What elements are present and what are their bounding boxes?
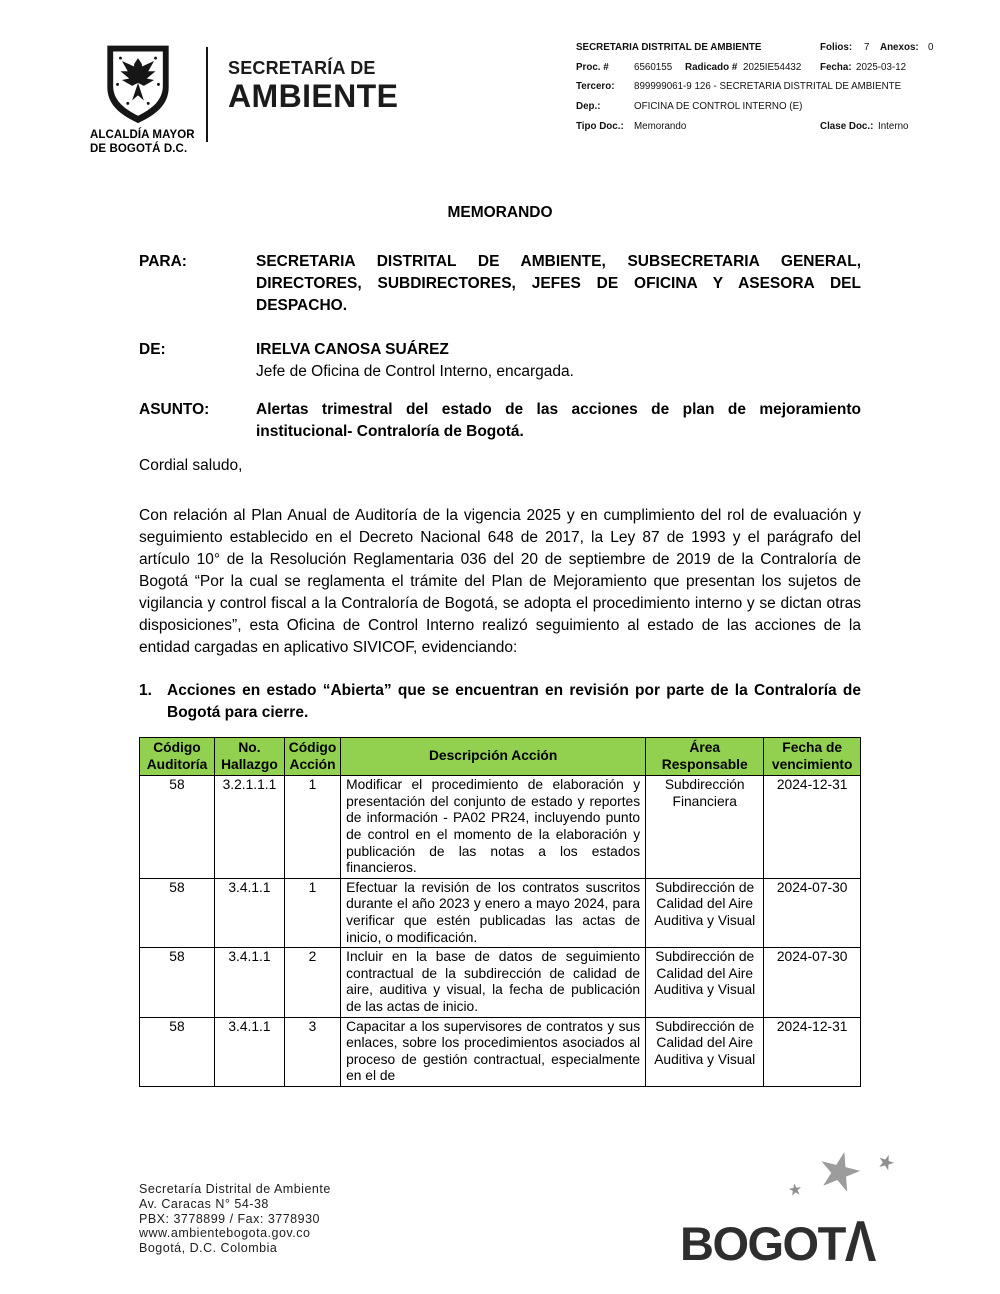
star-icon-small: ★ <box>786 1181 804 1200</box>
cell-fecha: 2024-12-31 <box>764 1017 861 1086</box>
field-de <box>139 339 861 383</box>
meta-row-tercero <box>576 81 990 101</box>
cell-codigo-accion: 1 <box>284 878 340 947</box>
meta-entity: SECRETARIA DISTRITAL DE AMBIENTE <box>576 42 762 53</box>
meta-tercero-label: Tercero: <box>576 81 615 93</box>
meta-row-tipo <box>576 121 990 141</box>
cell-fecha: 2024-07-30 <box>764 948 861 1017</box>
header-divider <box>206 47 208 142</box>
cell-area: Subdirección Financiera <box>646 776 764 879</box>
para-label: PARA: <box>139 253 187 270</box>
header-logo <box>90 42 195 156</box>
meta-tercero-value: 899999061-9 126 - SECRETARIA DISTRITAL DE AMBIENTE <box>634 81 902 93</box>
meta-fecha-value: 2025-03-12 <box>856 61 907 73</box>
meta-dep-label: Dep.: <box>576 101 601 113</box>
entity-wordmark-line1: SECRETARÍA DE <box>228 58 376 78</box>
star-icon-small: ★ <box>873 1149 899 1177</box>
cell-fecha: 2024-12-31 <box>764 776 861 879</box>
table-row <box>140 878 861 947</box>
cell-fecha: 2024-07-30 <box>764 878 861 947</box>
footer-address-line: Bogotá, D.C. Colombia <box>139 1241 278 1256</box>
col-header-fecha: Fecha de vencimiento <box>764 738 861 776</box>
meta-proc-label: Proc. # <box>576 61 609 73</box>
cell-area: Subdirección de Calidad del Aire Auditiva y Visual <box>646 878 764 947</box>
memo-content <box>139 202 861 1087</box>
asunto-label: ASUNTO: <box>139 401 210 418</box>
meta-radicado-label: Radicado # <box>685 61 738 73</box>
table-row <box>140 948 861 1017</box>
cell-no-hallazgo: 3.4.1.1 <box>214 948 284 1017</box>
actions-table <box>139 737 861 1087</box>
cell-codigo-auditoria: 58 <box>140 878 215 947</box>
meta-row-entity <box>576 42 990 62</box>
field-asunto <box>139 399 861 443</box>
col-header-codigo-auditoria: Código Auditoría <box>140 738 215 776</box>
meta-clasedoc-label: Clase Doc.: <box>820 120 874 132</box>
col-header-area: Área Responsable <box>646 738 764 776</box>
cell-descripcion: Modificar el procedimiento de elaboración y presentación del conjunto de estado y reportes de información - PA02 PR24, incluyendo punto de control en el momento de la elaboración y publicación de las notas a los estados financieros. <box>341 776 646 879</box>
meta-tipodoc-value: Memorando <box>634 120 687 132</box>
entity-wordmark <box>228 57 398 113</box>
table-row <box>140 776 861 879</box>
memo-title: MEMORANDO <box>447 204 553 221</box>
meta-folios-label: Folios: <box>820 42 853 53</box>
meta-radicado-value: 2025IE54432 <box>743 61 802 73</box>
cell-descripcion: Incluir en la base de datos de seguimiento contractual de la subdirección de calidad de aire, auditiva y visual, la fecha de publicación de las actas de inicio. <box>341 948 646 1017</box>
cell-codigo-auditoria: 58 <box>140 776 215 879</box>
meta-anexos-value: 0 <box>928 42 934 53</box>
cell-codigo-accion: 2 <box>284 948 340 1017</box>
body-paragraph: Con relación al Plan Anual de Auditoría de la vigencia 2025 y en cumplimiento del rol de evaluación y seguimiento establecido en el Decreto Nacional 648 de 2017, la Ley 87 de 1993 y el parágrafo del artículo 10° de la Resolución Reglamentaria 036 del 20 de septiembre de 2019 de la Contraloría de Bogotá “Por la cual se reglamenta el trámite del Plan de Mejoramiento que presentan los sujetos de vigilancia y control fiscal a la Contraloría de Bogotá, se adopta el procedimiento interno y se dictan otras disposiciones”, esta Oficina de Control Interno realizó seguimiento al estado de las acciones de la entidad cargadas en aplicativo SIVICOF, evidenciando: <box>139 507 861 656</box>
footer-address-line: Av. Caracas N° 54-38 <box>139 1196 269 1211</box>
meta-row-dep <box>576 101 990 121</box>
meta-folios-value: 7 <box>864 42 870 53</box>
de-label: DE: <box>139 341 166 358</box>
meta-proc-value: 6560155 <box>634 61 673 73</box>
col-header-descripcion: Descripción Acción <box>341 738 646 776</box>
cell-area: Subdirección de Calidad del Aire Auditiva y Visual <box>646 948 764 1017</box>
bogota-logo <box>680 1138 899 1288</box>
cell-descripcion: Efectuar la revisión de los contratos suscritos durante el año 2023 y enero a mayo 2024, para verificar que estén publicadas las actas de inicio, o modificación. <box>341 878 646 947</box>
table-header-row <box>140 738 861 776</box>
coat-caption-line1: ALCALDÍA MAYOR <box>90 129 195 141</box>
col-header-no-hallazgo: No. Hallazgo <box>214 738 284 776</box>
cell-codigo-auditoria: 58 <box>140 948 215 1017</box>
coat-of-arms-icon <box>101 42 175 126</box>
meta-clasedoc-value: Interno <box>878 120 909 132</box>
meta-dep-value: OFICINA DE CONTROL INTERNO (E) <box>634 101 803 113</box>
bogota-wordmark <box>680 1208 875 1274</box>
table-row <box>140 1017 861 1086</box>
meta-tipodoc-label: Tipo Doc.: <box>576 120 624 132</box>
cell-no-hallazgo: 3.4.1.1 <box>214 878 284 947</box>
asunto-value: Alertas trimestral del estado de las acciones de plan de mejoramiento institucional- Contraloría de Bogotá. <box>256 401 861 440</box>
field-para <box>139 251 861 317</box>
section-1-heading <box>139 680 861 724</box>
meta-fecha-label: Fecha: <box>820 61 852 73</box>
salutation: Cordial saludo, <box>139 457 243 474</box>
meta-row-proc <box>576 62 990 82</box>
section-1-number: 1. <box>139 682 152 699</box>
footer-address-line: PBX: 3778899 / Fax: 3778930 <box>139 1211 320 1226</box>
bogota-wordmark-text: BOGOT <box>680 1217 845 1270</box>
de-name: IRELVA CANOSA SUÁREZ <box>256 341 449 358</box>
star-icon-large: ★ <box>810 1138 870 1206</box>
entity-wordmark-line2: AMBIENTE <box>228 78 399 114</box>
footer-address <box>139 1182 331 1256</box>
meta-anexos-label: Anexos: <box>880 42 919 53</box>
cell-codigo-accion: 1 <box>284 776 340 879</box>
footer-address-line: Secretaría Distrital de Ambiente <box>139 1182 331 1196</box>
bogota-lambda-glyph: Λ <box>844 1208 875 1274</box>
col-header-codigo-accion: Código Acción <box>284 738 340 776</box>
filing-metadata <box>576 42 990 140</box>
de-role: Jefe de Oficina de Control Interno, encargada. <box>256 363 574 380</box>
section-1-title: Acciones en estado “Abierta” que se encuentran en revisión por parte de la Contraloría de Bogotá para cierre. <box>167 682 861 721</box>
cell-no-hallazgo: 3.4.1.1 <box>214 1017 284 1086</box>
para-value: SECRETARIA DISTRITAL DE AMBIENTE, SUBSECRETARIA GENERAL, DIRECTORES, SUBDIRECTORES, JEFES DE OFICINA Y ASESORA DEL DESPACHO. <box>256 253 861 314</box>
cell-descripcion: Capacitar a los supervisores de contratos y sus enlaces, sobre los procedimientos asociados al proceso de gestión contractual, especialmente en el de <box>341 1017 646 1086</box>
coat-caption-line2: DE BOGOTÁ D.C. <box>90 142 188 155</box>
cell-codigo-accion: 3 <box>284 1017 340 1086</box>
footer-website: www.ambientebogota.gov.co <box>139 1226 311 1241</box>
cell-no-hallazgo: 3.2.1.1.1 <box>214 776 284 879</box>
cell-area: Subdirección de Calidad del Aire Auditiva y Visual <box>646 1017 764 1086</box>
cell-codigo-auditoria: 58 <box>140 1017 215 1086</box>
